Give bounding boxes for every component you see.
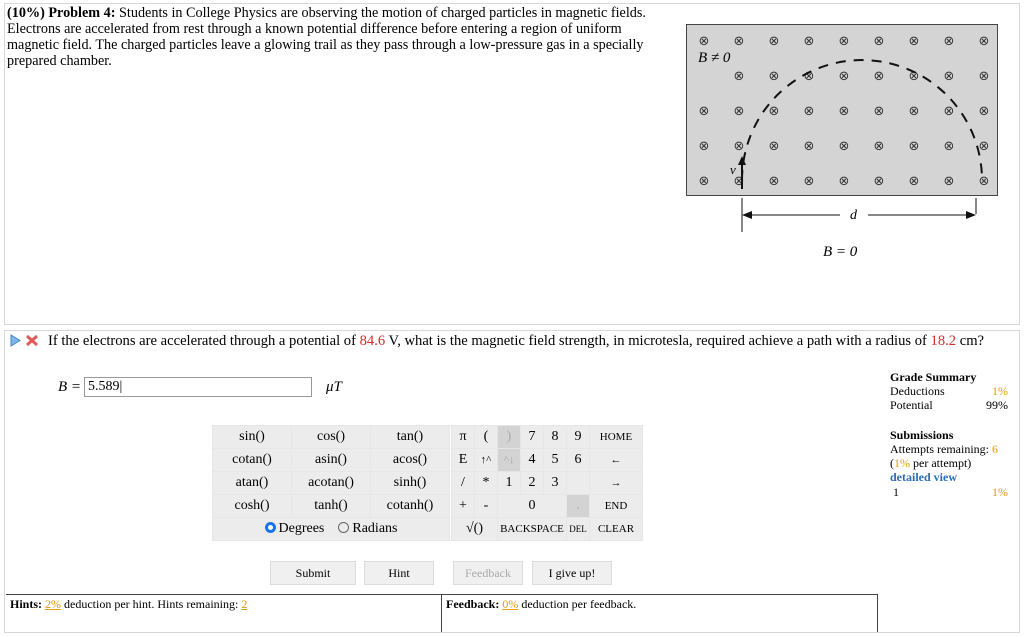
question-after: cm? [959,333,985,349]
pi-key[interactable]: π [452,426,475,449]
superscript-key[interactable]: ↑^ [475,449,498,472]
per-attempt-label: per attempt) [913,456,972,470]
hints-remaining: 2 [241,597,248,611]
field-diagram [686,24,998,196]
tanh-button[interactable]: tanh() [292,495,371,518]
deductions-label: Deductions [890,384,945,398]
cotan-button[interactable]: cotan() [213,449,292,472]
field-into-page-icon: ⊗ [698,174,710,189]
give-up-button[interactable]: I give up! [532,561,612,585]
three-key[interactable]: 3 [544,472,567,495]
field-into-page-icon: ⊗ [873,69,885,84]
field-into-page-icon: ⊗ [698,104,710,119]
delete-key[interactable]: DEL [567,518,590,541]
b-nonzero-label: B ≠ 0 [698,50,731,66]
field-into-page-icon: ⊗ [838,139,850,154]
function-keypad [212,425,450,541]
home-key[interactable]: HOME [590,426,643,449]
subscript-key[interactable]: ^↓ [498,449,521,472]
potential-value: 84.6 [359,333,386,349]
six-key[interactable]: 6 [567,449,590,472]
cotanh-button[interactable]: cotanh() [371,495,450,518]
degrees-radio[interactable] [265,522,276,533]
field-into-page-icon: ⊗ [698,139,710,154]
field-into-page-icon: ⊗ [908,34,920,49]
attempts-remaining: 6 [991,442,998,456]
submission-deduction: 1% [992,485,1008,499]
field-into-page-icon: ⊗ [803,104,815,119]
field-into-page-icon: ⊗ [943,174,955,189]
b-zero-label: B = 0 [823,244,858,260]
clear-key[interactable]: CLEAR [590,518,643,541]
numeric-keypad [451,425,643,541]
zero-key[interactable]: 0 [498,495,567,518]
field-into-page-icon: ⊗ [733,34,745,49]
nine-key[interactable]: 9 [567,426,590,449]
potential-label: Potential [890,398,933,412]
two-key[interactable]: 2 [521,472,544,495]
eight-key[interactable]: 8 [544,426,567,449]
per-attempt-open: ( [890,456,894,470]
field-into-page-icon: ⊗ [873,174,885,189]
per-attempt-value: 1% [894,456,910,470]
acotan-button[interactable]: acotan() [292,472,371,495]
submission-number: 1 [893,485,899,499]
feedback-deduction: 0% [502,597,519,611]
sin-button[interactable]: sin() [213,426,292,449]
hint-deduction: 2% [45,597,62,611]
play-icon[interactable] [11,335,20,346]
field-into-page-icon: ⊗ [978,104,990,119]
field-into-page-icon: ⊗ [768,174,780,189]
tan-button[interactable]: tan() [371,426,450,449]
spacer-key [567,472,590,495]
field-into-page-icon: ⊗ [873,34,885,49]
field-into-page-icon: ⊗ [943,104,955,119]
distance-dimension [740,198,980,234]
field-into-page-icon: ⊗ [803,139,815,154]
seven-key[interactable]: 7 [521,426,544,449]
divide-key[interactable]: / [452,472,475,495]
field-into-page-icon: ⊗ [768,139,780,154]
answer-label: B = [58,379,82,395]
question-middle: V, what is the magnetic field strength, in microtesla, required achieve a path with a radius of [388,333,927,349]
feedback-text: deduction per feedback. [521,597,637,611]
attempts-label: Attempts remaining: [890,442,989,456]
decimal-key[interactable]: . [567,495,590,518]
atan-button[interactable]: atan() [213,472,292,495]
problem-body: Students in College Physics are observing the motion of charged particles in magnetic fields. Electrons are accelerated from rest through a known potential difference before entering a region of uniform magnetic field. The charged particles leave a glowing trail as they pass through a low-pressure gas in a specially prepared chamber. [7,5,646,69]
field-into-page-icon: ⊗ [838,69,850,84]
submit-button[interactable]: Submit [270,561,356,585]
one-key[interactable]: 1 [498,472,521,495]
hints-text: deduction per hint. Hints remaining: [64,597,239,611]
velocity-label: v [730,162,736,177]
field-into-page-icon: ⊗ [803,69,815,84]
field-into-page-icon: ⊗ [803,34,815,49]
feedback-bar [442,594,878,632]
right-paren-key[interactable]: ) [498,426,521,449]
field-into-page-icon: ⊗ [838,174,850,189]
feedback-label: Feedback: [446,597,500,611]
field-into-page-icon: ⊗ [733,174,745,189]
radius-value: 18.2 [930,333,957,349]
field-into-page-icon: ⊗ [768,34,780,49]
question-text [10,333,1015,350]
field-into-page-icon: ⊗ [978,139,990,154]
field-into-page-icon: ⊗ [698,34,710,49]
field-into-page-icon: ⊗ [908,69,920,84]
cos-button[interactable]: cos() [292,426,371,449]
hint-button[interactable]: Hint [364,561,434,585]
field-into-page-icon: ⊗ [978,34,990,49]
field-into-page-icon: ⊗ [943,34,955,49]
sinh-button[interactable]: sinh() [371,472,450,495]
multiply-key[interactable]: * [475,472,498,495]
radians-radio[interactable] [338,522,349,533]
field-into-page-icon: ⊗ [908,174,920,189]
end-key[interactable]: END [590,495,643,518]
cosh-button[interactable]: cosh() [213,495,292,518]
cursor-left-key[interactable]: ← [590,449,643,472]
status-icons [10,334,44,347]
field-into-page-icon: ⊗ [803,174,815,189]
feedback-button[interactable]: Feedback [453,561,523,585]
degrees-label: Degrees [278,521,325,536]
sqrt-key[interactable]: √() [452,518,498,541]
four-key[interactable]: 4 [521,449,544,472]
potential-value: 99% [986,398,1008,412]
question-before: If the electrons are accelerated through a potential of [48,333,356,349]
minus-key[interactable]: - [475,495,498,518]
angle-mode-row [213,518,450,541]
grade-summary [890,370,1008,499]
field-into-page-icon: ⊗ [978,174,990,189]
deductions-value: 1% [992,384,1008,398]
field-into-page-icon: ⊗ [908,139,920,154]
submissions-title: Submissions [890,428,954,442]
answer-unit: μT [326,379,342,395]
field-into-page-icon: ⊗ [733,69,745,84]
acos-button[interactable]: acos() [371,449,450,472]
distance-label: d [850,208,857,223]
left-paren-key[interactable]: ( [475,426,498,449]
five-key[interactable]: 5 [544,449,567,472]
field-into-page-icon: ⊗ [873,104,885,119]
field-into-page-icon: ⊗ [978,69,990,84]
grade-summary-title: Grade Summary [890,370,977,384]
answer-input[interactable] [84,377,312,397]
hints-label: Hints: [10,597,43,611]
field-into-page-icon: ⊗ [768,104,780,119]
field-into-page-icon: ⊗ [943,139,955,154]
plus-key[interactable]: + [452,495,475,518]
field-into-page-icon: ⊗ [768,69,780,84]
asin-button[interactable]: asin() [292,449,371,472]
radians-label: Radians [352,521,398,536]
incorrect-x-icon [27,336,37,345]
field-into-page-icon: ⊗ [908,104,920,119]
e-key[interactable]: E [452,449,475,472]
field-into-page-icon: ⊗ [943,69,955,84]
field-into-page-icon: ⊗ [733,104,745,119]
detailed-view-link[interactable]: detailed view [890,470,957,484]
problem-header: (10%) Problem 4: [7,5,116,21]
backspace-key[interactable]: BACKSPACE [498,518,567,541]
field-into-page-icon: ⊗ [873,139,885,154]
field-into-page-icon: ⊗ [838,34,850,49]
problem-statement [7,5,647,69]
field-into-page-icon: ⊗ [838,104,850,119]
cursor-right-key[interactable]: → [590,472,643,495]
hints-bar [6,594,442,632]
field-into-page-icon: ⊗ [733,139,745,154]
